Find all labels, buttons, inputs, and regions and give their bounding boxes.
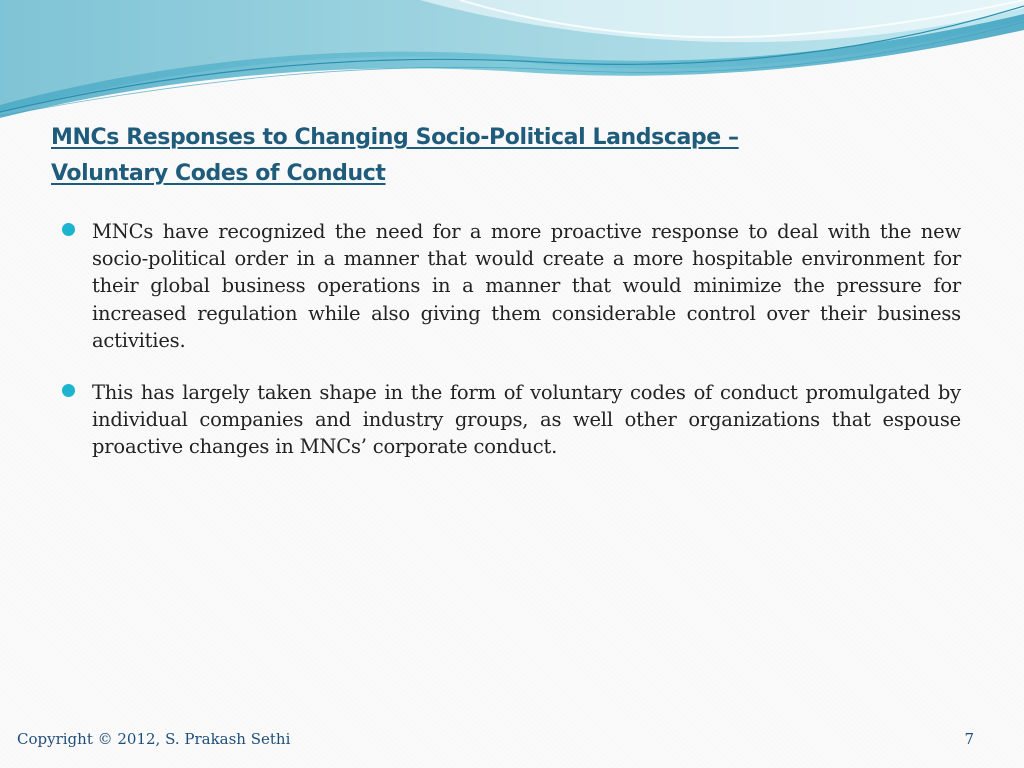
bullet-dot-icon bbox=[62, 223, 75, 236]
slide-title-line-2: Voluntary Codes of Conduct bbox=[51, 161, 386, 186]
slide-title bbox=[51, 120, 951, 192]
header-wave-decoration bbox=[0, 0, 1024, 120]
bullet-item bbox=[60, 379, 961, 461]
bullet-dot-icon bbox=[62, 384, 75, 397]
bullet-text: This has largely taken shape in the form of voluntary codes of conduct promulgated by individual companies and industry groups, as well other organizations that espouse proactive changes in MNCs’ corporate conduct. bbox=[92, 381, 961, 459]
bullet-text: MNCs have recognized the need for a more proactive response to deal with the new socio-political order in a manner that would create a more hospitable environment for their global business operations in a manner that would minimize the pressure for increased regulation while also giving them considerable control over their business activities. bbox=[92, 220, 961, 352]
footer-copyright: Copyright © 2012, S. Prakash Sethi bbox=[17, 730, 291, 748]
bullet-list bbox=[60, 218, 961, 486]
bullet-item bbox=[60, 218, 961, 354]
slide-title-line-1: MNCs Responses to Changing Socio-Political Landscape – bbox=[51, 125, 739, 150]
page-number: 7 bbox=[964, 730, 974, 748]
